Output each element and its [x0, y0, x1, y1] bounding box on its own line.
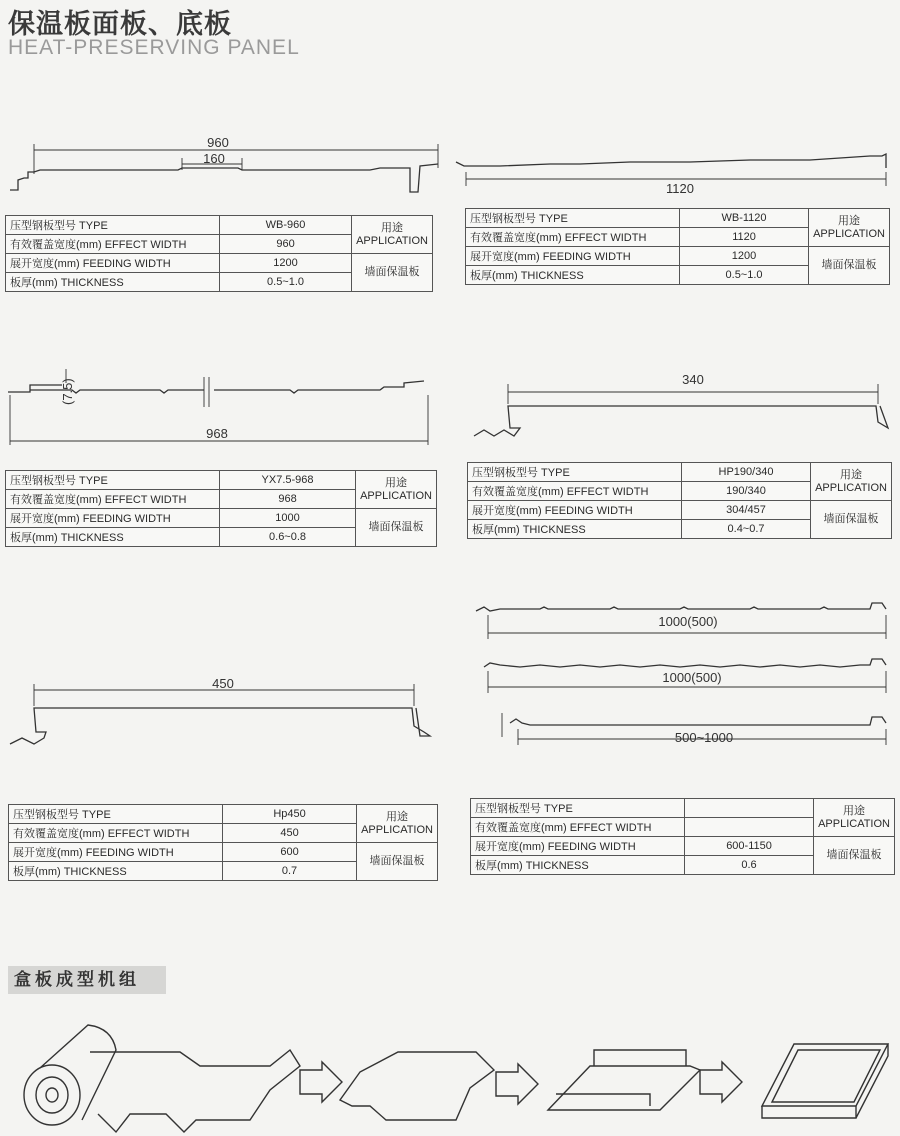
hp340-spec-table	[467, 462, 892, 539]
effect-width-label: 有效覆盖宽度(mm) EFFECT WIDTH	[6, 490, 220, 509]
yx968-dim-width: 968	[206, 426, 228, 441]
feeding-width-value: 304/457	[682, 501, 811, 520]
arrow-icon-1	[300, 1062, 342, 1102]
section-title-box-forming: 盒板成型机组	[8, 966, 166, 994]
arrow-icon-3	[700, 1062, 742, 1102]
hp450-spec-table	[8, 804, 438, 881]
yx968-dim-rib-height: (7.5)	[60, 378, 75, 405]
thickness-label: 板厚(mm) THICKNESS	[468, 520, 682, 539]
application-value: 墙面保温板	[811, 501, 892, 539]
effect-width-label: 有效覆盖宽度(mm) EFFECT WIDTH	[9, 824, 223, 843]
forming-process-illustration	[0, 1010, 900, 1136]
wb1120-spec-table	[465, 208, 890, 285]
page-subtitle: HEAT-PRESERVING PANEL	[8, 36, 300, 59]
thickness-label: 板厚(mm) THICKNESS	[6, 273, 220, 292]
thickness-value: 0.6	[685, 856, 814, 875]
feeding-width-label: 展开宽度(mm) FEEDING WIDTH	[471, 837, 685, 856]
wb960-dim-width: 960	[207, 135, 229, 150]
thickness-label: 板厚(mm) THICKNESS	[466, 266, 680, 285]
finished-box-icon	[762, 1044, 888, 1106]
feeding-width-value: 1200	[220, 254, 352, 273]
hp450-profile-drawing	[0, 680, 450, 755]
application-header: 用途 APPLICATION	[352, 216, 433, 254]
effect-width-value: 960	[220, 235, 352, 254]
type-label: 压型钢板型号 TYPE	[6, 471, 220, 490]
type-label: 压型钢板型号 TYPE	[9, 805, 223, 824]
thickness-value: 0.4~0.7	[682, 520, 811, 539]
application-header: 用途 APPLICATION	[811, 463, 892, 501]
type-label: 压型钢板型号 TYPE	[468, 463, 682, 482]
panel6-dim-width-3: 500~1000	[674, 730, 734, 745]
blank-sheet-icon	[340, 1052, 494, 1120]
thickness-value: 0.6~0.8	[220, 528, 356, 547]
application-header: 用途 APPLICATION	[357, 805, 438, 843]
feeding-width-value: 1000	[220, 509, 356, 528]
type-value: HP190/340	[682, 463, 811, 482]
type-label: 压型钢板型号 TYPE	[6, 216, 220, 235]
thickness-label: 板厚(mm) THICKNESS	[471, 856, 685, 875]
hp340-dim-width: 340	[682, 372, 704, 387]
effect-width-label: 有效覆盖宽度(mm) EFFECT WIDTH	[6, 235, 220, 254]
feeding-width-value: 600-1150	[685, 837, 814, 856]
panel6-dim-width-2: 1000(500)	[662, 670, 722, 685]
type-label: 压型钢板型号 TYPE	[471, 799, 685, 818]
application-header: 用途 APPLICATION	[814, 799, 895, 837]
feeding-width-label: 展开宽度(mm) FEEDING WIDTH	[468, 501, 682, 520]
effect-width-value: 1120	[680, 228, 809, 247]
feeding-width-value: 1200	[680, 247, 809, 266]
panel6-spec-table	[470, 798, 895, 875]
effect-width-value	[685, 818, 814, 837]
thickness-value: 0.5~1.0	[220, 273, 352, 292]
notched-sheet-icon	[548, 1066, 700, 1110]
effect-width-value: 450	[223, 824, 357, 843]
effect-width-label: 有效覆盖宽度(mm) EFFECT WIDTH	[466, 228, 680, 247]
application-value: 墙面保温板	[814, 837, 895, 875]
feeding-width-value: 600	[223, 843, 357, 862]
application-value: 墙面保温板	[356, 509, 437, 547]
wb960-spec-table	[5, 215, 433, 292]
effect-width-label: 有效覆盖宽度(mm) EFFECT WIDTH	[468, 482, 682, 501]
application-header: 用途 APPLICATION	[356, 471, 437, 509]
type-value: WB-960	[220, 216, 352, 235]
coil-icon	[24, 1065, 80, 1125]
arrow-icon-2	[496, 1064, 538, 1104]
hp450-dim-width: 450	[212, 676, 234, 691]
yx968-spec-table	[5, 470, 437, 547]
thickness-value: 0.7	[223, 862, 357, 881]
wb1120-dim-width: 1120	[666, 181, 694, 196]
feeding-width-label: 展开宽度(mm) FEEDING WIDTH	[9, 843, 223, 862]
hp340-profile-drawing	[460, 370, 900, 445]
feeding-width-label: 展开宽度(mm) FEEDING WIDTH	[6, 509, 220, 528]
page-title: 保温板面板、底板	[8, 9, 232, 40]
wb960-dim-rib: 160	[203, 151, 225, 166]
application-value: 墙面保温板	[809, 247, 890, 285]
type-value: Hp450	[223, 805, 357, 824]
feeding-width-label: 展开宽度(mm) FEEDING WIDTH	[466, 247, 680, 266]
thickness-label: 板厚(mm) THICKNESS	[9, 862, 223, 881]
type-value	[685, 799, 814, 818]
type-label: 压型钢板型号 TYPE	[466, 209, 680, 228]
type-value: WB-1120	[680, 209, 809, 228]
application-header: 用途 APPLICATION	[809, 209, 890, 247]
effect-width-label: 有效覆盖宽度(mm) EFFECT WIDTH	[471, 818, 685, 837]
feeding-width-label: 展开宽度(mm) FEEDING WIDTH	[6, 254, 220, 273]
thickness-label: 板厚(mm) THICKNESS	[6, 528, 220, 547]
application-value: 墙面保温板	[352, 254, 433, 292]
effect-width-value: 190/340	[682, 482, 811, 501]
effect-width-value: 968	[220, 490, 356, 509]
type-value: YX7.5-968	[220, 471, 356, 490]
thickness-value: 0.5~1.0	[680, 266, 809, 285]
application-value: 墙面保温板	[357, 843, 438, 881]
panel6-dim-width-1: 1000(500)	[658, 614, 718, 629]
